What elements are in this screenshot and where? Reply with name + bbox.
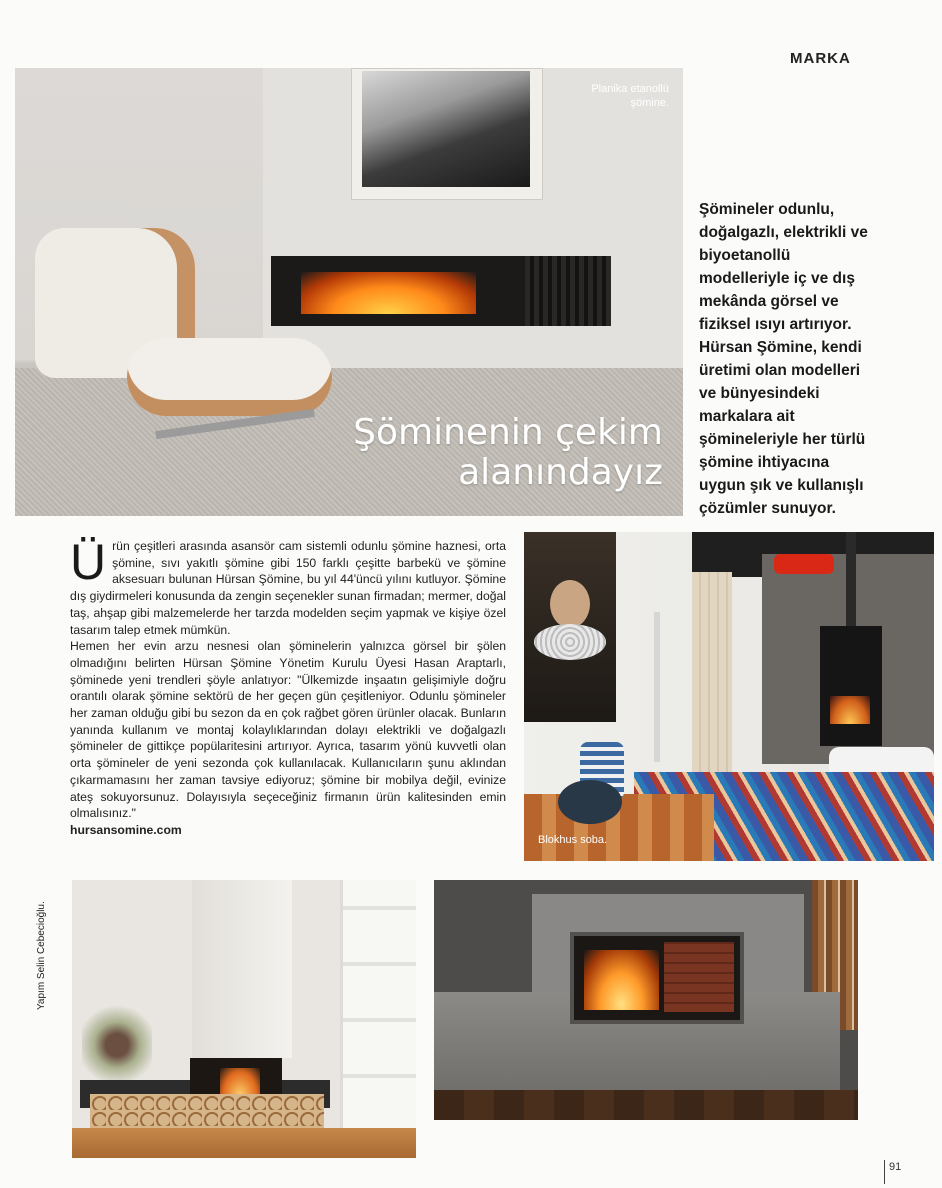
- hero-caption-line2: şömine.: [630, 97, 669, 109]
- living-room-photo: [524, 532, 934, 861]
- body-paragraph-1: rün çeşitleri arasında asansör cam sistemli odunlu şömine haznesi, orta şömine, sıvı yakıtlı şömine gibi 150 farklı çeşitte barbekü ve şömine aksesuarı bulunan Hürsan Şömine, bu yıl 44'üncü yılını kutluyor. Şömine dış giydirmeleri konusunda da zengin seçenekler sunan firmadan; mermer, doğal taş, ahşap gibi malzemelerde her tarzda modelden seçim yapmak ve kişiye özel tasarım talep etmek mümkün.: [70, 539, 506, 637]
- firebrick-lining: [664, 942, 734, 1012]
- hero-photo: [15, 68, 683, 516]
- portrait-painting: [524, 532, 616, 722]
- fireplace-flames: [301, 272, 476, 314]
- fireplace-flames: [584, 950, 659, 1010]
- section-label: MARKA: [790, 50, 851, 67]
- hero-caption: [591, 82, 669, 110]
- framed-seascape-photo: [351, 68, 543, 200]
- pouf: [558, 780, 622, 824]
- fireplace-slats: [525, 256, 611, 326]
- sliding-door: [692, 572, 732, 792]
- body-paragraph-2: Hemen her evin arzu nesnesi olan şöminelerin yalnızca görsel bir şölen olmadığını belirten Hürsan Şömine Yönetim Kurulu Üyesi Hasan Araptarlı, şöminede yeni trendleri şöyle anlatıyor: "Ülkemizde inşaatın gelişimiyle doğru orantılı olarak şömine sektörü de her geçen gün çeşitleniyor. Odunlu şömineler her zaman olduğu gibi bu sezon da en çok rağbet gören ürünler olacak. Bunların yanında kullanım ve montaj kolaylıklarından dolayı elektrikli ve doğalgazlı şömineler de gittikçe popülaritesini artırıyor. Ayrıca, tasarım yönü kuvvetli olan orta şömineler de yeni sezonda çok kullanılacak. Kullanıcıların şunu aklından çıkarmamasını her zaman tavsiye ediyoruz; şömine bir mobilya değil, evinize ateş sokuyorsunuz. Dolayısıyla seçeceğiniz firmanın ürün kalitesinden emin olmalısınız.": [70, 639, 506, 821]
- floor-lamp: [654, 612, 660, 762]
- drop-cap: Ü: [70, 534, 107, 590]
- room-caption: Blokhus soba.: [538, 834, 608, 846]
- stove-pipe: [846, 532, 856, 628]
- page-number: 91: [884, 1160, 901, 1184]
- blokhus-stove: [820, 626, 882, 746]
- wood-floor: [72, 1128, 416, 1158]
- article-title-line2: alanındayız: [458, 452, 663, 493]
- red-dog-sculpture: [774, 554, 834, 574]
- intro-paragraph: Şömineler odunlu, doğalgazlı, elektrikli ve biyoetanollü modelleriyle iç ve dış mekânda görsel ve fiziksel ısıyı artırıyor. Hürsan Şömine, kendi üretimi olan modelleri ve bünyesindeki markalara ait şömineleriyle her türlü şömine ihtiyacına uygun şık ve kullanışlı çözümler sunuyor.: [699, 201, 868, 517]
- fireplace-opening: [570, 932, 744, 1024]
- dark-wood-floor: [434, 1090, 858, 1120]
- tall-windows: [340, 880, 416, 1130]
- white-chimney: [192, 880, 292, 1058]
- website-link[interactable]: hursansomine.com: [70, 822, 182, 837]
- article-title: [353, 413, 663, 493]
- corner-fireplace-photo: [72, 880, 416, 1158]
- ottoman: [127, 338, 332, 416]
- article-body: [70, 534, 506, 839]
- photo-credit: Yapım Selin Cebecioğlu.: [36, 901, 47, 1010]
- hero-caption-line1: Planika etanollü: [591, 83, 669, 95]
- dried-plant: [82, 1000, 152, 1090]
- article-title-line1: Şöminenin çekim: [353, 412, 663, 453]
- ethanol-fireplace: [271, 256, 611, 326]
- concrete-fireplace-photo: [434, 880, 858, 1120]
